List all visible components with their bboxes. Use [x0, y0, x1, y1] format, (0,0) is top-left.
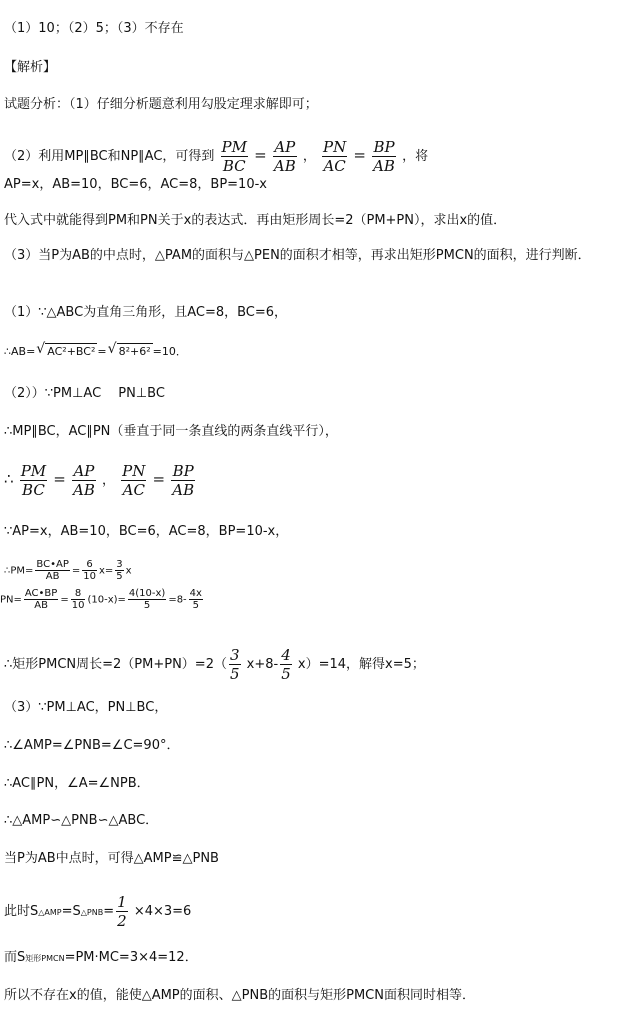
solution-part3-angles: ∴∠AMP=∠PNB=∠C=90°．	[4, 738, 180, 753]
pn-eq: =	[60, 594, 69, 606]
solution-part3-congruent: 当P为AB中点时，可得△AMP≌△PNB	[4, 851, 219, 866]
comma: ，	[102, 473, 116, 488]
area-end: ×4×3=6	[129, 904, 192, 919]
solution-part2-proportion	[4, 462, 197, 499]
frac-num: BC•AP	[36, 559, 69, 570]
fraction-bp-ab	[372, 138, 396, 175]
rect-sub: 矩形PMCN	[25, 954, 65, 963]
frac-den: AC	[122, 481, 145, 499]
perimeter-equation	[4, 646, 425, 683]
frac-den: 5	[281, 665, 291, 683]
conclusion: 所以不存在x的值，能使△AMP的面积、△PNB的面积与矩形PMCN面积同时相等．	[4, 988, 475, 1003]
fraction-pm-bc	[20, 462, 47, 499]
area-sub-pnb: △PNB	[80, 908, 104, 917]
solution-part3-similar: ∴△AMP∽△PNB∽△ABC．	[4, 813, 159, 828]
pn-fraction-2	[71, 588, 86, 611]
frac-den: 10	[83, 571, 96, 582]
frac-num: AC•BP	[24, 588, 58, 599]
pm-end: x	[125, 565, 132, 577]
solution-part2-parallel: ∴MP∥BC，AC∥PN（垂直于同一条直线的两条直线平行），	[4, 424, 338, 439]
pm-eq: =	[71, 565, 81, 577]
perimeter-mid: x+8-	[242, 657, 279, 672]
frac-den: AB	[73, 481, 95, 499]
frac-num: 3	[116, 559, 123, 570]
fraction-ap-ab	[72, 462, 96, 499]
frac-den: AB	[373, 157, 395, 175]
sqrt-sum-squares: √ AC²+BC²	[45, 343, 97, 360]
frac-num: PM	[221, 138, 247, 156]
pm-fraction-1	[35, 559, 69, 582]
pn-expression	[0, 588, 205, 611]
frac-den: AB	[45, 571, 60, 582]
analysis-intro: 试题分析：（1）仔细分析题意利用勾股定理求解即可；	[4, 97, 318, 112]
pm-expression	[4, 559, 132, 582]
frac-den: 5	[229, 665, 240, 683]
analysis-part2-prefix: （2）利用MP∥BC和NP∥AC，可得到	[4, 149, 215, 164]
analysis-part3: （3）当P为AB的中点时，△PAM的面积与△PEN的面积才相等，再求出矩形PMCN的面积，进行判断．	[4, 248, 591, 263]
fraction-pn-ac	[121, 462, 146, 499]
frac-num: 1	[117, 893, 127, 911]
pm-fraction-2	[82, 559, 97, 582]
frac-den: BC	[22, 481, 45, 499]
fraction-ap-ab	[273, 138, 297, 175]
frac-num: 6	[82, 559, 97, 571]
pm-x: x=	[98, 565, 114, 577]
frac-num: 8	[71, 588, 86, 600]
analysis-part2-cont: 代入式中就能得到PM和PN关于x的表达式．再由矩形周长=2（PM+PN），求出x的值．	[4, 213, 507, 228]
perimeter-fraction-1	[229, 646, 241, 683]
fraction-pm-bc	[221, 138, 248, 175]
equals-sign: =	[152, 470, 166, 488]
frac-den: 5	[116, 571, 123, 582]
perimeter-end: x）=14，解得x=5；	[293, 657, 425, 672]
frac-num: 4x	[189, 588, 202, 599]
equals-sign: =	[254, 146, 267, 164]
area-prefix: 此时S	[4, 904, 39, 919]
answer-line: （1）10；（2）5；（3）不存在	[4, 21, 184, 36]
area-eq: =S	[61, 904, 81, 919]
equals-sign: =	[53, 470, 66, 488]
pn-eq2: =8-	[168, 594, 187, 606]
solution-part2: （2））∵PM⊥AC PN⊥BC	[4, 386, 165, 401]
sqrt-numbers: √ 8²+6²	[117, 343, 153, 360]
area-sub-amp: △AMP	[38, 908, 62, 917]
analysis-part2-values: AP=x，AB=10，BC=6，AC=8，BP=10-x	[4, 177, 267, 192]
rect-prefix: 而S	[4, 950, 26, 965]
frac-num: BP	[373, 138, 395, 156]
frac-num: 4(10-x)	[128, 588, 166, 599]
therefore-symbol: ∴	[4, 470, 14, 488]
area-fraction-half	[116, 893, 128, 930]
analysis-part2	[4, 138, 428, 175]
area-triangles	[4, 893, 191, 930]
pn-fraction-4	[189, 588, 203, 611]
frac-den: AB	[273, 157, 296, 175]
frac-den: AB	[172, 481, 195, 499]
calc-result: =10．	[152, 345, 187, 358]
pn-prefix: PN=	[0, 594, 22, 606]
frac-num: PM	[20, 462, 47, 480]
comma: ，	[302, 149, 316, 164]
frac-num: 4	[281, 646, 291, 664]
area-eq2: =	[103, 904, 115, 919]
frac-num: 3	[229, 646, 240, 664]
area-rectangle	[4, 950, 198, 967]
frac-num: PN	[323, 138, 347, 156]
calc-prefix: ∴AB=	[4, 345, 36, 358]
frac-num: AP	[274, 138, 296, 156]
rect-end: =PM·MC=3×4=12．	[64, 950, 198, 965]
frac-num: BP	[172, 462, 194, 480]
frac-den: 5	[192, 600, 199, 611]
solution-part3: （3）∵PM⊥AC，PN⊥BC，	[4, 700, 168, 715]
pn-x: (10-x)=	[87, 594, 126, 606]
perimeter-fraction-2	[280, 646, 292, 683]
pm-prefix: ∴PM=	[4, 565, 34, 577]
fraction-bp-ab	[171, 462, 195, 499]
fraction-pn-ac	[322, 138, 347, 175]
frac-num: AP	[73, 462, 95, 480]
frac-den: AB	[34, 600, 48, 611]
solution-part3-parallel: ∴AC∥PN，∠A=∠NPB．	[4, 776, 150, 791]
analysis-part2-suffix: ，将	[402, 149, 429, 164]
frac-den: 2	[117, 912, 127, 930]
frac-den: AC	[323, 157, 346, 175]
frac-den: 10	[71, 600, 85, 611]
pn-fraction-3	[128, 588, 166, 611]
solution-part1: （1）∵△ABC为直角三角形，且AC=8，BC=6，	[4, 305, 288, 320]
solution-part1-calc	[4, 343, 187, 360]
perimeter-prefix: ∴矩形PMCN周长=2（PM+PN）=2（	[4, 657, 227, 672]
frac-den: BC	[222, 157, 246, 175]
frac-den: 5	[143, 600, 151, 611]
analysis-header: 【解析】	[4, 60, 57, 75]
frac-num: PN	[122, 462, 146, 480]
pm-fraction-3	[115, 559, 123, 582]
solution-part2-values: ∵AP=x，AB=10，BC=6，AC=8，BP=10-x，	[4, 524, 289, 539]
pn-fraction-1	[24, 588, 58, 611]
equals-sign: =	[353, 146, 366, 164]
calc-eq: =	[97, 345, 107, 358]
